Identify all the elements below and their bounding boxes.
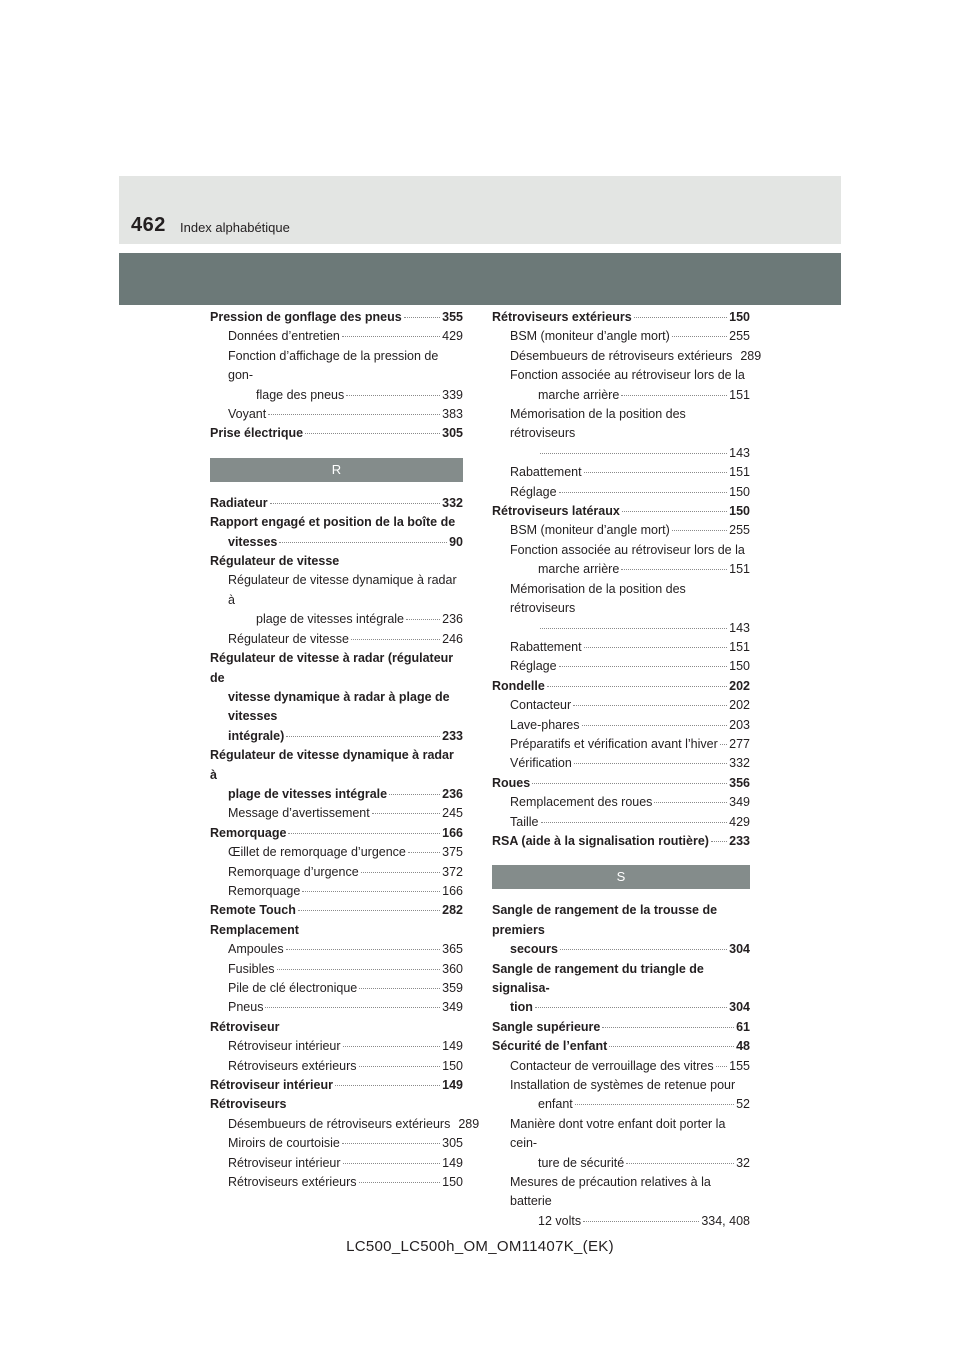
index-entry: [492, 502, 750, 521]
index-subentry: [210, 804, 463, 823]
page-reference: 236: [442, 786, 463, 801]
page-reference: 332: [729, 756, 750, 771]
index-subentry: [210, 1134, 463, 1153]
page-reference: 233: [442, 728, 463, 743]
leader-dots: [672, 530, 727, 531]
leader-dots: [559, 492, 728, 493]
index-subentry: [492, 521, 750, 540]
entry-text: Miroirs de courtoisie: [228, 1136, 340, 1151]
index-subentry: [492, 483, 750, 502]
leader-dots: [335, 1085, 440, 1086]
index-entry: [492, 1018, 750, 1037]
leader-dots: [286, 736, 440, 737]
entry-text: Régulateur de vitesse dynamique à radar à: [210, 748, 454, 782]
entry-text: Sangle de rangement de la trousse de premiers: [492, 903, 718, 937]
page-reference: 236: [442, 612, 463, 627]
index-group-r-continued: [492, 308, 762, 851]
entry-text: marche arrière: [538, 562, 620, 577]
leader-dots: [547, 686, 727, 687]
leader-dots: [302, 891, 440, 892]
leader-dots: [541, 822, 728, 823]
entry-text: Mémorisation de la position des rétroviseurs: [510, 581, 686, 616]
index-group-s: [492, 901, 750, 1231]
index-group-p: [210, 308, 463, 444]
entry-text: Régulateur de vitesse à radar (régulateur de: [210, 651, 454, 685]
index-subentry: [492, 347, 762, 366]
page-reference: 304: [729, 1000, 750, 1015]
entry-text: Rétroviseur intérieur: [228, 1039, 341, 1054]
page-reference: 305: [442, 426, 463, 441]
index-subentry: [492, 1076, 750, 1115]
entry-text: Contacteur de verrouillage des vitres: [510, 1058, 714, 1073]
letter-heading-s: S: [492, 865, 750, 889]
section-title: Index alphabétique: [180, 220, 290, 235]
leader-dots: [583, 1221, 699, 1222]
leader-dots: [716, 1066, 728, 1067]
page-reference: 332: [442, 495, 463, 510]
entry-text: 12 volts: [538, 1213, 582, 1228]
index-entry: [210, 1018, 463, 1037]
entry-text: BSM (moniteur d’angle mort): [510, 523, 670, 538]
page-number: 462: [131, 214, 166, 236]
entry-text: Fonction associée au rétroviseur lors de la: [510, 542, 745, 557]
leader-dots: [711, 841, 727, 842]
page-reference: 151: [729, 465, 750, 480]
entry-text: Prise électrique: [210, 426, 304, 441]
index-subentry: [492, 793, 750, 812]
leader-dots: [540, 453, 727, 454]
entry-text: Remote Touch: [210, 903, 296, 918]
index-subentry: [210, 405, 463, 424]
entry-text: Rabattement: [510, 639, 582, 654]
leader-dots: [342, 1143, 440, 1144]
index-subentry: [492, 580, 750, 638]
entry-text: Pneus: [228, 1000, 264, 1015]
page-reference: 375: [442, 845, 463, 860]
index-subentry: [492, 463, 750, 482]
leader-dots: [288, 833, 440, 834]
leader-dots: [622, 511, 727, 512]
leader-dots: [573, 705, 727, 706]
leader-dots: [621, 395, 727, 396]
page-reference: 429: [442, 329, 463, 344]
entry-text: flage des pneus: [256, 387, 345, 402]
entry-text: Sécurité de l’enfant: [492, 1039, 608, 1054]
entry-text: Rabattement: [510, 465, 582, 480]
page-reference: 355: [442, 310, 463, 324]
leader-dots: [582, 725, 728, 726]
index-subentry: [210, 571, 463, 629]
entry-text: RSA (aide à la signalisation routière): [492, 833, 709, 848]
index-subentry: [210, 1154, 463, 1173]
leader-dots: [720, 744, 727, 745]
entry-text: Régulateur de vitesse dynamique à radar à: [228, 573, 457, 607]
entry-text: Rétroviseurs: [210, 1097, 287, 1112]
page-reference: 289: [740, 348, 762, 363]
index-subentry: [210, 630, 463, 649]
index-subentry: [492, 696, 750, 715]
entry-text: Manière dont votre enfant doit porter la cein-: [510, 1116, 726, 1151]
entry-text: Installation de systèmes de retenue pour: [510, 1078, 736, 1093]
page-reference: 150: [729, 310, 750, 324]
page-reference: 334, 408: [701, 1213, 750, 1228]
index-entry: [210, 513, 463, 552]
page-reference: 245: [442, 806, 463, 821]
entry-text: plage de vitesses intégrale: [228, 786, 388, 801]
leader-dots: [602, 1027, 734, 1028]
index-subentry: [210, 327, 463, 346]
leader-dots: [346, 395, 440, 396]
entry-text: vitesse dynamique à radar à plage de vitesses: [228, 689, 450, 724]
page-reference: 359: [442, 981, 463, 995]
index-entry: [492, 677, 750, 696]
entry-text: Remorquage: [228, 883, 301, 898]
leader-dots: [609, 1046, 734, 1047]
index-entry: [492, 901, 750, 959]
leader-dots: [361, 872, 441, 873]
entry-text: Remorquage d’urgence: [228, 864, 359, 879]
index-subentry: [492, 716, 750, 735]
leader-dots: [270, 503, 440, 504]
page-reference: 289: [458, 1116, 480, 1131]
index-subentry: [492, 813, 750, 832]
index-subentry: [210, 863, 463, 882]
index-entry: [210, 1076, 463, 1095]
index-entry: [492, 832, 750, 851]
page-reference: 143: [729, 445, 750, 460]
entry-text: ture de sécurité: [538, 1155, 625, 1170]
entry-text: Désembueurs de rétroviseurs extérieurs: [228, 1116, 451, 1131]
index-subentry: [210, 1037, 463, 1056]
entry-text: Réglage: [510, 659, 557, 674]
index-subentry: [492, 327, 750, 346]
index-subentry: [492, 735, 750, 754]
entry-text: Fonction associée au rétroviseur lors de la: [510, 368, 745, 383]
index-subentry: [210, 1173, 463, 1192]
index-entry: [210, 1095, 463, 1114]
page-reference: 166: [442, 883, 463, 898]
index-subentry: [492, 1173, 750, 1231]
entry-text: Roues: [492, 775, 531, 790]
entry-text: Message d’avertissement: [228, 806, 370, 821]
leader-dots: [560, 949, 727, 950]
page-reference: 151: [729, 639, 750, 654]
index-subentry: [492, 1115, 750, 1173]
leader-dots: [406, 619, 440, 620]
index-subentry: [210, 347, 463, 405]
leader-dots: [672, 336, 727, 337]
entry-text: Remplacement des roues: [510, 795, 653, 810]
leader-dots: [559, 666, 728, 667]
page-reference: 305: [442, 1136, 463, 1151]
page-reference: 349: [442, 1000, 463, 1015]
index-subentry: [492, 754, 750, 773]
entry-text: Rondelle: [492, 678, 545, 693]
index-column-left: [210, 308, 480, 1192]
index-entry: [210, 424, 463, 443]
index-subentry: [210, 1057, 463, 1076]
page-reference: 150: [442, 1175, 463, 1190]
entry-text: Radiateur: [210, 495, 268, 510]
index-entry: [210, 921, 463, 940]
entry-text: Mesures de précaution relatives à la batterie: [510, 1175, 711, 1209]
page-reference: 429: [729, 814, 750, 829]
page-reference: 149: [442, 1039, 463, 1054]
leader-dots: [654, 802, 727, 803]
index-group-r: [210, 494, 480, 1193]
entry-text: Rétroviseurs extérieurs: [492, 310, 632, 324]
header-band: [119, 253, 841, 305]
page-reference: 202: [729, 698, 750, 713]
entry-text: Rétroviseur: [210, 1019, 280, 1034]
index-entry: [210, 494, 463, 513]
leader-dots: [404, 317, 440, 318]
index-subentry: [492, 405, 750, 463]
entry-text: Ampoules: [228, 942, 284, 957]
leader-dots: [286, 949, 441, 950]
leader-dots: [359, 1182, 441, 1183]
page-reference: 339: [442, 387, 463, 402]
document-code: LC500_LC500h_OM_OM11407K_(EK): [346, 1238, 614, 1255]
entry-text: Réglage: [510, 484, 557, 499]
index-entry: [492, 960, 750, 1018]
index-subentry: [210, 960, 463, 979]
index-subentry: [492, 657, 750, 676]
leader-dots: [535, 1007, 727, 1008]
page-reference: 282: [442, 903, 463, 918]
index-subentry: [210, 940, 463, 959]
leader-dots: [408, 852, 440, 853]
leader-dots: [634, 317, 727, 318]
index-entry: [210, 552, 463, 571]
page-reference: 149: [442, 1155, 463, 1170]
entry-text: Remorquage: [210, 825, 287, 840]
page-reference: 61: [736, 1019, 750, 1034]
entry-text: Données d’entretien: [228, 329, 340, 344]
page-reference: 304: [729, 942, 750, 957]
index-entry: [210, 824, 463, 843]
page-reference: 149: [442, 1078, 463, 1093]
entry-text: Régulateur de vitesse: [210, 554, 340, 569]
entry-text: BSM (moniteur d’angle mort): [510, 329, 670, 344]
page-reference: 372: [442, 864, 463, 879]
index-entry: [492, 774, 750, 793]
leader-dots: [359, 1066, 441, 1067]
letter-heading-r: R: [210, 458, 463, 482]
page-reference: 151: [729, 562, 750, 577]
page-reference: 48: [736, 1039, 750, 1054]
index-entry: [210, 901, 463, 920]
entry-text: intégrale): [228, 728, 285, 743]
leader-dots: [540, 628, 727, 629]
entry-text: enfant: [538, 1097, 573, 1112]
entry-text: Mémorisation de la position des rétroviseurs: [510, 407, 686, 441]
leader-dots: [532, 783, 727, 784]
leader-dots: [305, 433, 440, 434]
page-reference: 143: [729, 620, 750, 635]
leader-dots: [372, 813, 440, 814]
page-reference: 356: [729, 775, 750, 790]
entry-text: plage de vitesses intégrale: [256, 612, 405, 627]
page-reference: 166: [442, 825, 463, 840]
leader-dots: [575, 1104, 734, 1105]
entry-text: Rétroviseurs extérieurs: [228, 1058, 357, 1073]
leader-dots: [359, 988, 440, 989]
page-reference: 155: [729, 1058, 750, 1073]
page-reference: 150: [442, 1058, 463, 1073]
index-entry: [492, 1037, 750, 1056]
entry-text: Rétroviseurs latéraux: [492, 504, 620, 519]
entry-text: Désembueurs de rétroviseurs extérieurs: [510, 348, 733, 363]
leader-dots: [268, 414, 440, 415]
entry-text: Pile de clé électronique: [228, 981, 358, 995]
entry-text: Pression de gonflage des pneus: [210, 310, 402, 324]
leader-dots: [277, 969, 441, 970]
leader-dots: [574, 763, 727, 764]
entry-text: Régulateur de vitesse: [228, 631, 349, 646]
index-subentry: [210, 998, 463, 1017]
leader-dots: [584, 472, 728, 473]
entry-text: marche arrière: [538, 387, 620, 402]
entry-text: Sangle supérieure: [492, 1019, 601, 1034]
index-subentry: [210, 843, 463, 862]
entry-text: Œillet de remorquage d’urgence: [228, 845, 406, 860]
index-column-right: [492, 308, 762, 1231]
entry-text: Contacteur: [510, 698, 572, 713]
page-reference: 360: [442, 961, 463, 976]
page-reference: 365: [442, 942, 463, 957]
page-reference: 255: [729, 329, 750, 344]
leader-dots: [265, 1007, 440, 1008]
entry-text: Taille: [510, 814, 539, 829]
entry-text: Rétroviseur intérieur: [228, 1155, 341, 1170]
leader-dots: [343, 1046, 441, 1047]
entry-text: Vérification: [510, 756, 572, 771]
entry-text: Rétroviseurs extérieurs: [228, 1175, 357, 1190]
entry-text: Rétroviseur intérieur: [210, 1078, 333, 1093]
entry-text: Rapport engagé et position de la boîte de: [210, 515, 456, 530]
page-reference: 150: [729, 504, 750, 519]
entry-text: secours: [510, 942, 558, 957]
leader-dots: [584, 647, 728, 648]
page-reference: 150: [729, 484, 750, 499]
index-entry: [210, 746, 463, 804]
entry-text: Remplacement: [210, 922, 299, 937]
leader-dots: [389, 794, 440, 795]
index-subentry: [492, 541, 750, 580]
page-reference: 233: [729, 833, 750, 848]
page-reference: 246: [442, 631, 463, 646]
leader-dots: [342, 336, 440, 337]
index-subentry: [210, 882, 463, 901]
entry-text: tion: [510, 1000, 533, 1015]
index-subentry: [492, 366, 750, 405]
index-entry: [492, 308, 750, 327]
leader-dots: [621, 569, 727, 570]
entry-text: Lave-phares: [510, 717, 580, 732]
page-reference: 150: [729, 659, 750, 674]
page-reference: 349: [729, 795, 750, 810]
leader-dots: [626, 1163, 734, 1164]
page-reference: 202: [729, 678, 750, 693]
page-reference: 32: [736, 1155, 750, 1170]
leader-dots: [343, 1163, 441, 1164]
entry-text: Fonction d’affichage de la pression de gon-: [228, 348, 439, 383]
leader-dots: [279, 542, 447, 543]
page-reference: 255: [729, 523, 750, 538]
index-subentry: [492, 1057, 750, 1076]
page-reference: 90: [449, 534, 463, 549]
index-entry: [210, 308, 463, 327]
index-subentry: [210, 1115, 480, 1134]
entry-text: Voyant: [228, 407, 267, 422]
entry-text: Fusibles: [228, 961, 275, 976]
index-entry: [210, 649, 463, 746]
page-reference: 383: [442, 407, 463, 422]
leader-dots: [351, 639, 440, 640]
page-reference: 277: [729, 736, 750, 751]
page-reference: 151: [729, 387, 750, 402]
entry-text: vitesses: [228, 534, 278, 549]
entry-text: Préparatifs et vérification avant l’hiver: [510, 736, 718, 751]
leader-dots: [298, 910, 440, 911]
entry-text: Sangle de rangement du triangle de signalisa-: [492, 961, 704, 995]
page-reference: 52: [736, 1097, 750, 1112]
index-subentry: [210, 979, 463, 998]
index-subentry: [492, 638, 750, 657]
page-reference: 203: [729, 717, 750, 732]
